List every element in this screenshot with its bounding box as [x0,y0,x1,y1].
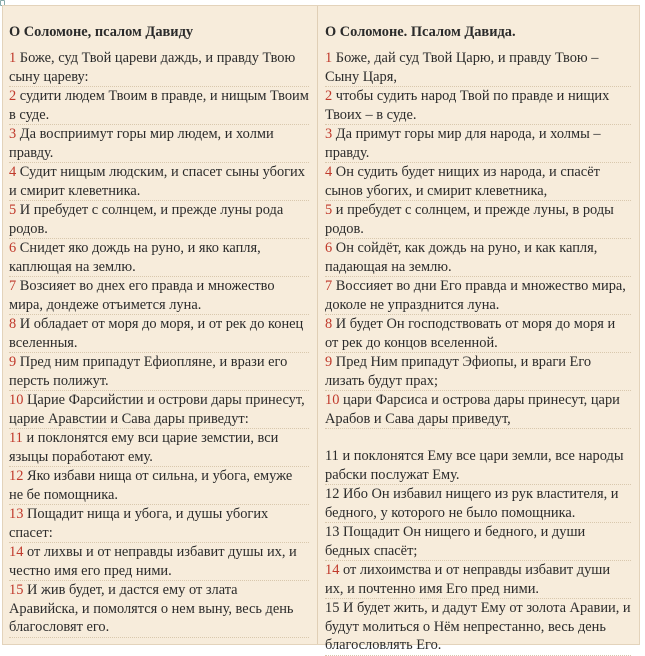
verse-text: И обладает от моря до моря, и от рек до конец вселенныя. [9,316,304,351]
verse-4 [325,163,631,201]
verse-text: И жив будет, и дастся ему от злата Аравийска, и помолятся о нем выну, весь день благословят его. [9,582,294,635]
verse-number: 14 [9,544,24,560]
verse-10 [325,391,631,429]
verse-6 [9,239,309,277]
verse-text: И будет Он господствовать от моря до моря и от рек до концов вселенной. [325,316,616,351]
verse-number: 10 [325,392,340,408]
verse-5 [325,201,631,239]
verse-number: 1 [9,50,17,66]
left-verse-list [9,49,309,638]
verse-5 [9,201,309,239]
verse-text: Снидет яко дождь на руно, и яко капля, каплющая на землю. [9,240,261,275]
verse-number: 6 [325,240,333,256]
verse-text: Судит нищым людским, и спасет сыны убогих и смирит клеветника. [9,164,305,199]
verse-1 [9,49,309,87]
verse-number: 9 [325,354,333,370]
left-column-heading: О Соломоне, псалом Давиду [9,24,194,40]
verse-7 [9,277,309,315]
verse-text: Воссияет во дни Его правда и множество мира, доколе не упразднится луна. [325,278,626,313]
verse-text: и пребудет с солнцем, и прежде луны, в роды родов. [325,202,614,237]
verse-2 [325,87,631,125]
verse-number: 1 [325,50,333,66]
verse-number: 14 [325,562,340,578]
verse-text: Да примут горы мир для народа, и холмы – правду. [325,126,601,161]
verse-number: 13 [9,506,24,522]
verse-number: 6 [9,240,17,256]
verse-text: И будет жить, и дадут Ему от золота Аравии, и будут молиться о Нём непрестанно, весь день благословлять Его. [325,600,631,653]
verse-text: Возсияет во днех его правда и множество мира, дондеже отъимется луна. [9,278,275,313]
verse-text: от лихоимства и от неправды избавит души их, и почтенно имя Его пред ними. [325,562,611,597]
verse-number: 3 [9,126,17,142]
verse-number: 10 [9,392,24,408]
verse-3 [325,125,631,163]
verse-number: 4 [325,164,333,180]
verse-text: Царие Фарсийстии и острови дары принесут, царие Аравстии и Сава дары приведут: [9,392,305,427]
psalm-comparison-table [2,5,640,653]
verse-number: 4 [9,164,17,180]
verse-number: 3 [325,126,333,142]
verse-1 [325,49,631,87]
verse-number: 11 [9,430,23,446]
verse-12 [9,467,309,505]
verse-number: 7 [9,278,17,294]
verse-number: 7 [325,278,333,294]
church-slavonic-column [3,6,318,644]
verse-text: Боже, дай суд Твой Царю, и правду Твою – Сыну Царя, [325,50,599,85]
russian-synodal-column [319,6,639,653]
verse-text: Пощадит Он нищего и бедного, и души бедных спасёт; [325,524,586,559]
verse-number: 5 [325,202,333,218]
verse-number: 8 [9,316,17,332]
verse-text: цари Фарсиса и острова дары принесут, цари Арабов и Сава дары приведут, [325,392,620,427]
verse-13 [9,505,309,543]
verse-2 [9,87,309,125]
verse-text: Пред ним припадут Ефиопляне, и врази его персть полижут. [9,354,288,389]
right-verse-list [325,49,631,656]
verse-text: Он судить будет нищих из народа, и спасёт сынов убогих, и смирит клеветника, [325,164,600,199]
verse-number: 15 [9,582,24,598]
verse-number: 2 [9,88,17,104]
verse-9 [9,353,309,391]
verse-text: чтобы судить народ Твой по правде и нищих Твоих – в суде. [325,88,610,123]
verse-14 [325,561,631,599]
right-column-heading: О Соломоне. Псалом Давида. [325,24,516,40]
verse-number: 9 [9,354,17,370]
verse-text: Яко избави нища от сильна, и убога, емуже не бе помощника. [9,468,293,503]
verse-text: Он сойдёт, как дождь на руно, и как капля, падающая на землю. [325,240,598,275]
verse-text: судити людем Твоим в правде, и нищым Твоим в суде. [9,88,309,123]
verse-11 [325,447,631,485]
verse-text: Ибо Он избавил нищего из рук властителя, и бедного, у которого не было помощника. [325,486,619,521]
verse-4 [9,163,309,201]
verse-gap [325,429,631,447]
verse-15 [9,581,309,638]
verse-number: 8 [325,316,333,332]
verse-6 [325,239,631,277]
verse-text: И пребудет с солнцем, и прежде луны рода родов. [9,202,284,237]
verse-text: и поклонятся Ему все цари земли, все народы рабски послужат Ему. [325,448,624,483]
verse-12 [325,485,631,523]
verse-13 [325,523,631,561]
verse-text: Пощадит нища и убога, и душы убогих спасет: [9,506,269,541]
verse-number: 12 [325,486,340,502]
verse-number: 13 [325,524,340,540]
verse-number: 5 [9,202,17,218]
verse-10 [9,391,309,429]
verse-text: от лихвы и от неправды избавит душы их, и честно имя его пред ними. [9,544,297,579]
verse-number: 12 [9,468,24,484]
verse-14 [9,543,309,581]
verse-text: Да восприимут горы мир людем, и холми правду. [9,126,274,161]
verse-9 [325,353,631,391]
verse-text: Боже, суд Твой цареви даждь, и правду Твою сыну цареву: [9,50,296,85]
verse-number: 2 [325,88,333,104]
verse-number: 15 [325,600,340,616]
verse-number: 11 [325,448,339,464]
verse-3 [9,125,309,163]
verse-text: Пред Ним припадут Эфиопы, и враги Его лизать будут прах; [325,354,592,389]
verse-15 [325,599,631,656]
verse-text: и поклонятся ему вси царие земстии, вси языцы поработают ему. [9,430,279,465]
verse-8 [325,315,631,353]
verse-7 [325,277,631,315]
verse-8 [9,315,309,353]
verse-11 [9,429,309,467]
